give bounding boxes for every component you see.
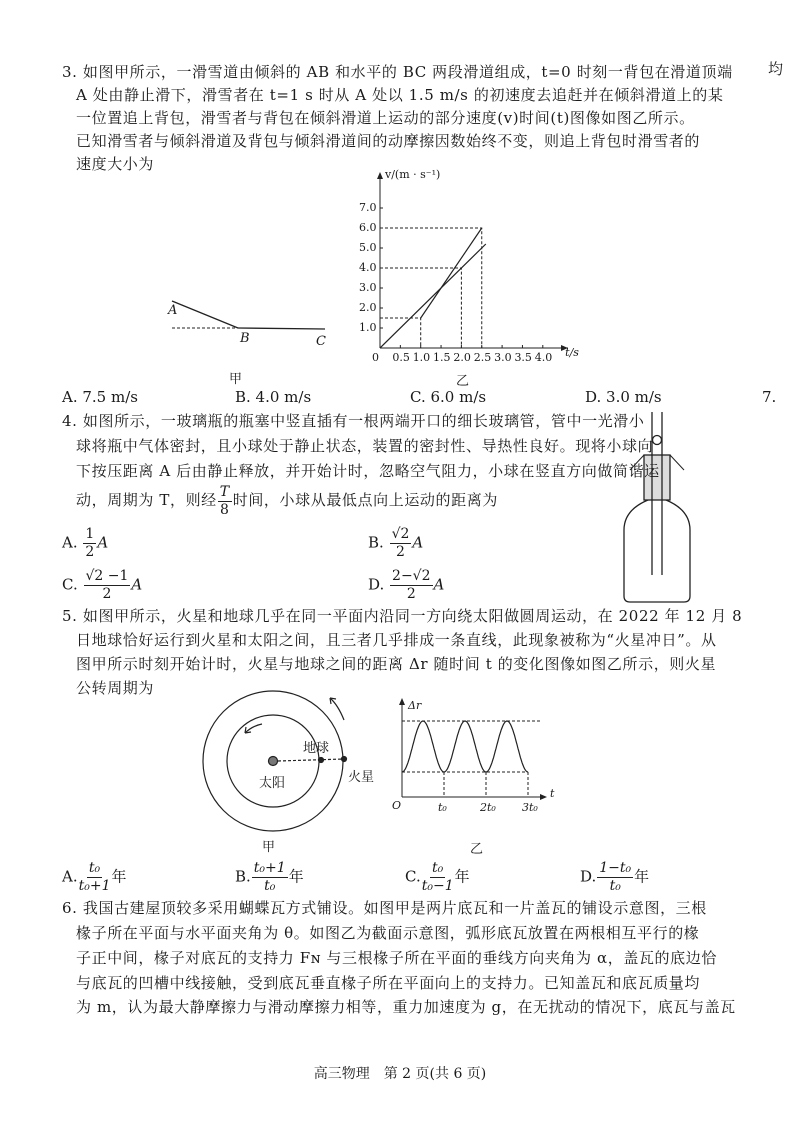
x-tick-label: 2.0 [453,351,471,364]
question-text-line: 下按压距离 A 后由静止释放，并开始计时，忽略空气阻力，小球在竖直方向做简谐运 [76,462,660,480]
slope-diagram [172,301,325,329]
ball [653,436,662,445]
question-text-line: 子正中间，椽子对底瓦的支持力 Fɴ 与三根椽子所在平面的垂线方向夹角为 α，盖瓦的底边恰 [76,949,717,967]
earth-label: 地球 [303,741,330,756]
x-tick-label: 4.0 [534,351,553,364]
text: 动，周期为 T，则经 [76,491,217,509]
figure-caption: 甲 [262,840,276,855]
mars-label: 火星 [348,770,375,785]
earth [319,758,324,763]
question-text-line: 一位置追上背包，滑雪者与背包在倾斜滑道上运动的部分速度(v)时间(t)图像如图乙所示。 [76,109,695,127]
option-a: A. $\frac{\text{t₀}}{\text{t₀+1}}$ 年 [62,860,127,894]
numerator: T [219,483,230,500]
option-d: D. 3.0 m/s [585,388,662,406]
page-footer: 高三物理 第 2 页(共 6 页) [313,1066,487,1082]
vt-chart [377,172,568,351]
point-c-label: C [316,334,326,349]
question-text-line: 5. 如图甲所示，火星和地球几乎在同一平面内沿同一方向绕太阳做圆周运动，在 2022 年 12 月 8 [62,607,743,625]
series-line-背包 [380,244,486,348]
question-text-line: 与底瓦的凹槽中线接触，受到底瓦垂直椽子所在平面向上的支持力。已知盖瓦和底瓦质量均 [76,974,701,992]
margin-text: 均 [768,60,784,78]
x-tick-label: 3.5 [514,351,532,364]
earth-direction-arrow [245,724,262,733]
x-tick-label: 3.0 [494,351,512,364]
question-text-line: 3. 如图甲所示，一滑雪道由倾斜的 AB 和水平的 BC 两段滑道组成，t=0 时刻一背包在滑道顶端 [62,63,733,81]
option-b: B. $\frac{√2}{2}$ A [368,526,424,560]
y-tick-label: 2.0 [359,301,377,314]
mars [342,757,347,762]
question-text-line [76,482,498,519]
x-tick-label: 1.0 [412,351,431,364]
y-axis-label: v/(m · s⁻¹) [385,168,441,181]
x-tick-label: 2.5 [473,351,492,364]
slope-ab [172,301,238,328]
question-text-line: 速度大小为 [76,155,155,173]
delta-r-curve [402,721,528,772]
question-text-line: 已知滑雪者与倾斜滑道及背包与倾斜滑道间的动摩擦因数始终不变，则追上背包时滑雪者的 [76,132,701,150]
option-d: D. $\frac{2-√2}{2}$ A [368,568,445,602]
question-text-line: 日地球恰好运行到火星和太阳之间，且三者几乎排成一条直线，此现象被称为“火星冲日”。从 [76,631,717,649]
option-c: C. $\frac{\text{t₀}}{\text{t₀−1}}$ 年 [405,860,470,894]
question-text-line: 公转周期为 [76,679,155,697]
question-text-line: 图甲所示时刻开始计时，火星与地球之间的距离 Δr 随时间 t 的变化图像如图乙所示，则火星 [76,655,717,673]
x-axis-label: t [550,787,555,800]
origin-label: O [392,799,402,812]
question-text-line: 4. 如图所示，一玻璃瓶的瓶塞中竖直插有一根两端开口的细长玻璃管，管中一光滑小 [62,412,645,430]
origin-label: 0 [372,351,379,364]
point-b-label: B [240,331,250,346]
point-a-label: A [168,303,178,318]
question-text-line: 为 m，认为最大静摩擦力与滑动摩擦力相等，重力加速度为 g，在无扰动的情况下，底瓦与盖瓦 [76,998,736,1016]
option-d: D. $\frac{\text{1−t₀}}{\text{t₀}}$ 年 [580,860,650,894]
x-axis-arrow [540,794,547,800]
text: 时间，小球从最低点向上运动的距离为 [232,491,498,509]
y-tick-label: 7.0 [359,201,377,214]
option-a: A. 7.5 m/s [62,388,138,406]
question-text-line: A 处由静止滑下，滑雪者在 t=1 s 时从 A 处以 1.5 m/s 的初速度去追赶并在倾斜滑道上的某 [76,86,724,104]
x-tick-label: t₀ [438,801,447,814]
y-tick-label: 1.0 [359,321,377,334]
y-axis-arrow [399,698,405,705]
margin-question-number: 7. [762,388,777,406]
denominator: 8 [220,501,230,518]
y-tick-label: 6.0 [359,221,377,234]
option-a: A. $\frac{1}{2}$ A [62,526,109,560]
sun [269,757,278,766]
x-tick-label: 2t₀ [480,801,496,814]
y-axis-arrow [377,172,383,179]
mars-direction-arrow [330,698,344,720]
question-text-line: 椽子所在平面与水平面夹角为 θ。如图乙为截面示意图，弧形底瓦放置在两根相互平行的椽 [76,924,700,942]
option-c: C. $\frac{√2 -1}{2}$ A [62,568,143,602]
x-tick-label: 0.5 [392,351,410,364]
sun-label: 太阳 [259,776,286,791]
y-tick-label: 3.0 [359,281,377,294]
x-tick-label: 1.5 [433,351,451,364]
question-text-line: 球将瓶中气体密封，且小球处于静止状态，装置的密封性、导热性良好。现将小球向 [76,437,654,455]
y-tick-label: 5.0 [359,241,377,254]
figure-caption: 乙 [470,842,484,857]
figure-caption: 乙 [456,374,470,389]
option-b: B. $\frac{\text{t₀+1}}{\text{t₀}}$ 年 [235,860,304,894]
y-axis-label: Δr [408,699,422,712]
option-c: C. 6.0 m/s [410,388,487,406]
x-tick-label: 3t₀ [522,801,538,814]
orbit-diagram [203,691,347,831]
guide-line [380,228,482,348]
distance-time-chart [399,698,547,800]
series-line-滑雪者 [421,228,482,318]
figure-caption: 甲 [229,372,243,387]
x-axis-label: t/s [565,346,579,359]
guide-line [380,318,421,348]
fraction [218,484,232,519]
y-tick-label: 4.0 [359,261,377,274]
question-text-line: 6. 我国古建屋顶较多采用蝴蝶瓦方式铺设。如图甲是两片底瓦和一片盖瓦的铺设示意图，三根 [62,899,707,917]
option-b: B. 4.0 m/s [235,388,312,406]
track-bc [238,328,325,329]
